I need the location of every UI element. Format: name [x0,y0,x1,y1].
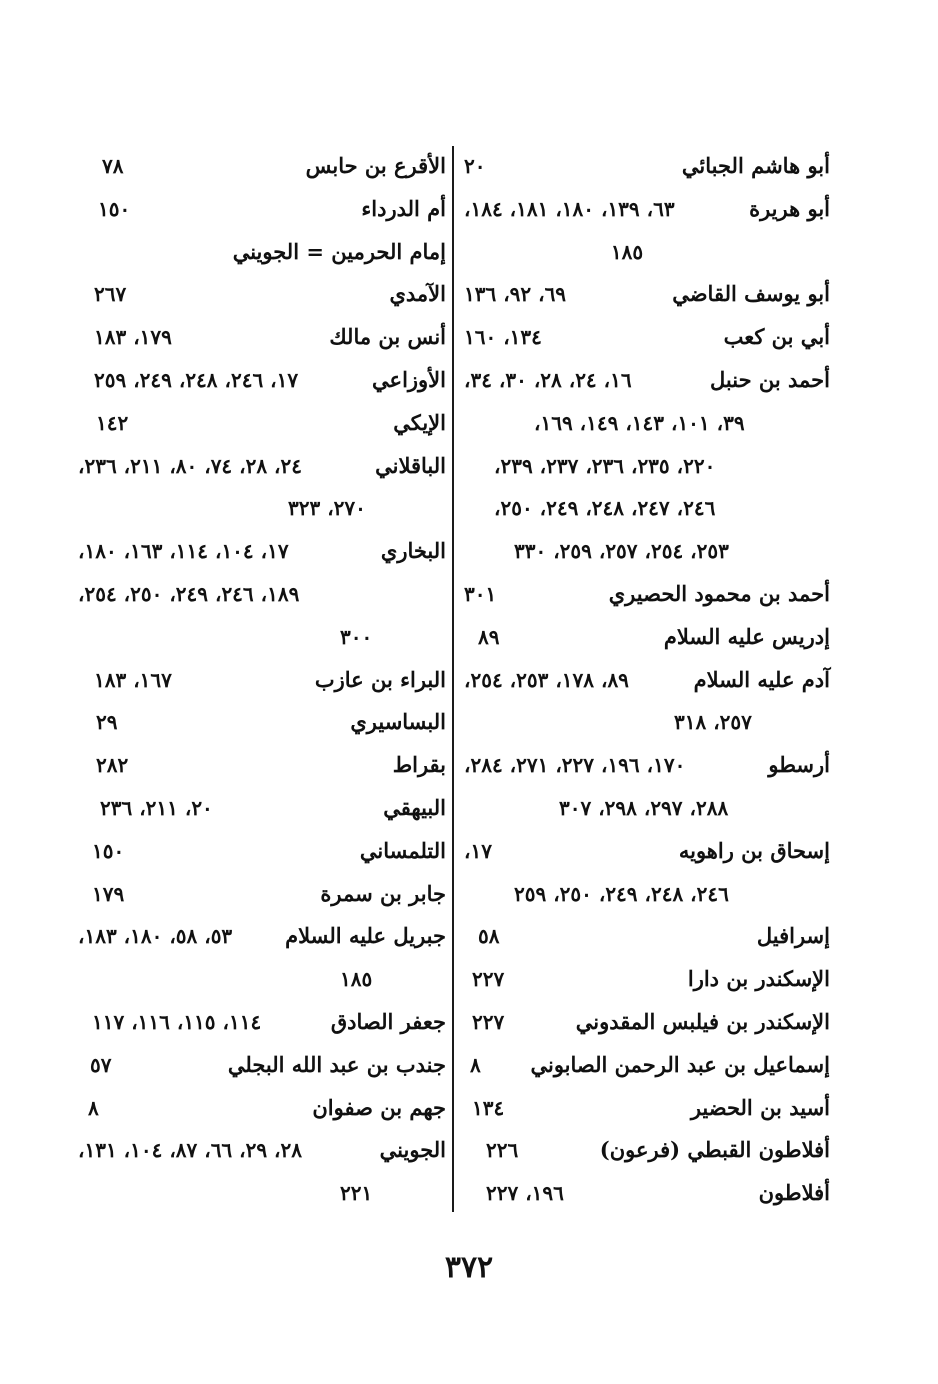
entry-pages: ٢٢٧ [472,1009,505,1034]
entry-name: البيهقي [383,794,446,820]
index-entry [464,744,830,787]
index-entry [464,1087,830,1130]
index-entry-continuation [464,787,830,830]
entry-name: جابر بن سمرة [320,880,446,906]
entry-name: إسحاق بن راهويه [678,837,830,863]
entry-pages: ٢٤، ٢٨، ٧٤، ٨٠، ٢١١، ٢٣٦، [78,453,302,478]
index-entry [78,1129,446,1172]
index-entry [464,1001,830,1044]
index-entry-continuation [78,487,446,530]
index-entry [464,915,830,958]
entry-name: الإيكي [393,409,446,435]
index-entry [78,830,446,873]
entry-name: التلمساني [359,837,446,863]
index-entry [464,958,830,1001]
entry-pages: ١٦٧، ١٨٣ [94,667,172,692]
index-entry-continuation [78,958,446,1001]
index-entry-continuation [464,701,830,744]
entry-pages: ٢٨، ٢٩، ٦٦، ٨٧، ١٠٤، ١٣١، [78,1138,302,1163]
index-entry [78,701,446,744]
entry-name: أنس بن مالك [329,324,446,350]
entry-pages: ١٥٠ [98,196,131,221]
entry-pages: ٨٩ [478,624,500,649]
entry-pages: ١٨٥ [610,239,644,264]
index-entry-continuation [464,530,830,573]
entry-pages: ٢٠، ٢١١، ٢٣٦ [100,795,213,820]
entry-pages: ٣٩، ١٠١، ١٤٣، ١٤٩، ١٦٩، [534,410,745,435]
entry-name: البخاري [380,538,446,564]
index-entry-continuation [464,445,830,488]
entry-pages: ٢٥٧، ٣١٨ [674,710,752,735]
index-entry [464,359,830,402]
entry-pages: ٢٨٢ [96,753,129,778]
entry-pages: ٥٧ [90,1052,112,1077]
index-entry-continuation [78,616,446,659]
entry-name: البراء بن عازب [314,666,446,692]
entry-pages: ٣٠٠ [340,624,373,649]
entry-name: جبريل عليه السلام [285,923,446,949]
index-entry [78,659,446,702]
index-entry [464,830,830,873]
entry-name: البساسيري [350,709,446,735]
entry-name: أم الدرداء [361,195,446,221]
index-entry [78,787,446,830]
entry-name: أرسطو [768,752,830,778]
index-entry [464,188,830,231]
index-entry [78,231,446,274]
entry-pages: ١٤٢ [96,410,129,435]
entry-name: أفلاطون القبطي (فرعون) [599,1137,830,1163]
index-entry [78,744,446,787]
entry-pages: ٢٢٦ [486,1138,519,1163]
index-entry [464,1172,830,1215]
index-entry [464,573,830,616]
entry-pages: ١٦، ٢٤، ٢٨، ٣٠، ٣٤، [464,367,632,392]
entry-name: أسيد بن الحضير [690,1094,830,1120]
entry-pages: ١٨٩، ٢٤٦، ٢٤٩، ٢٥٠، ٢٥٤، [78,581,300,606]
entry-name: أبو هريرة [749,195,830,221]
entry-pages: ١٨٥ [340,967,373,992]
entry-name: جهم بن صفوان [312,1094,446,1120]
entry-pages: ٦٩، ٩٢، ١٣٦ [464,282,567,307]
index-column-right [464,145,830,1215]
entry-name: أبي بن كعب [723,324,830,350]
entry-pages: ١٧٠، ١٩٦، ٢٢٧، ٢٧١، ٢٨٤، [464,753,686,778]
entry-name: أحمد بن محمود الحصيري [608,580,830,606]
index-entry [78,145,446,188]
index-entry-continuation [464,402,830,445]
entry-pages: ٢٤٦، ٢٤٧، ٢٤٨، ٢٤٩، ٢٥٠، [494,496,716,521]
index-entry [464,616,830,659]
entry-pages: ٢٢١ [340,1181,373,1206]
entry-name: الأوزاعي [372,366,446,392]
index-entry [78,188,446,231]
index-entry [78,273,446,316]
index-entry [464,1129,830,1172]
entry-name: أبو يوسف القاضي [672,281,830,307]
index-entry [464,145,830,188]
index-entry [78,359,446,402]
index-entry-continuation [464,231,830,274]
entry-name: الإسكندر بن فيلبس المقدوني [575,1008,830,1034]
entry-pages: ٢٩ [96,710,118,735]
entry-pages: ١٧، ٢٤٦، ٢٤٨، ٢٤٩، ٢٥٩ [94,367,299,392]
entry-pages: ٥٣، ٥٨، ١٨٠، ١٨٣، [78,924,233,949]
index-entry [464,316,830,359]
entry-name: أفلاطون [758,1180,830,1206]
entry-name: جعفر الصادق [330,1008,446,1034]
entry-pages: ٢٤٦، ٢٤٨، ٢٤٩، ٢٥٠، ٢٥٩ [514,881,729,906]
entry-name: الأقرع بن حابس [305,153,446,178]
index-entry [464,1044,830,1087]
page-number: ٣٧٢ [444,1250,494,1285]
entry-pages: ١٧٩، ١٨٣ [94,325,172,350]
entry-pages: ٢٧٠، ٣٢٣ [288,496,366,521]
entry-name: الباقلاني [375,452,446,478]
entry-pages: ٨ [470,1052,481,1077]
index-entry-continuation [464,487,830,530]
entry-name: الآمدي [389,281,446,307]
index-entry-continuation [78,573,446,616]
entry-name: آدم عليه السلام [693,666,830,692]
entry-pages: ٢٦٧ [94,282,127,307]
entry-pages: ٢٢٠، ٢٣٥، ٢٣٦، ٢٣٧، ٢٣٩، [494,453,716,478]
index-entry-continuation [78,1172,446,1215]
entry-pages: ١٧٩ [92,881,125,906]
index-entry [464,659,830,702]
index-entry-continuation [464,873,830,916]
entry-pages: ٢٨٨، ٢٩٧، ٢٩٨، ٣٠٧ [559,795,729,820]
entry-pages: ٧٨ [102,154,124,178]
entry-pages: ٣٠١ [464,581,497,606]
entry-name: إمام الحرمين = الجويني [232,238,446,264]
entry-pages: ٢٠ [464,154,486,178]
entry-name: جندب بن عبد الله البجلي [227,1051,446,1077]
entry-pages: ١٩٦، ٢٢٧ [486,1181,564,1206]
index-entry [78,402,446,445]
entry-name: إدريس عليه السلام [663,623,830,649]
entry-pages: ٨ [88,1095,99,1120]
index-entry [78,1001,446,1044]
index-entry [78,1044,446,1087]
entry-pages: ٨٩، ١٧٨، ٢٥٣، ٢٥٤، [464,667,629,692]
entry-name: أبو هاشم الجبائي [681,153,830,178]
index-entry [78,530,446,573]
entry-pages: ٢٢٧ [472,967,505,992]
entry-pages: ١٧، [464,838,492,863]
entry-pages: ١٣٤، ١٦٠ [464,325,542,350]
index-entry [78,316,446,359]
index-entry [78,1087,446,1130]
entry-name: الإسكندر بن دارا [687,966,830,992]
index-entry [78,445,446,488]
entry-pages: ٥٨ [478,924,500,949]
column-divider [452,146,454,1212]
entry-name: إسماعيل بن عبد الرحمن الصابوني [530,1051,830,1077]
entry-name: أحمد بن حنبل [710,366,830,392]
entry-pages: ٦٣، ١٣٩، ١٨٠، ١٨١، ١٨٤، [464,196,675,221]
entry-pages: ١١٤، ١١٥، ١١٦، ١١٧ [92,1009,262,1034]
index-entry [464,273,830,316]
entry-pages: ١٧، ١٠٤، ١١٤، ١٦٣، ١٨٠، [78,539,289,564]
entry-name: إسرافيل [756,923,830,949]
entry-pages: ١٣٤ [472,1095,505,1120]
entry-pages: ٢٥٣، ٢٥٤، ٢٥٧، ٢٥٩، ٣٣٠ [514,539,729,564]
index-column-left [78,145,446,1215]
index-entry [78,915,446,958]
index-entry [78,873,446,916]
entry-name: بقراط [392,752,446,778]
entry-name: الجويني [379,1137,446,1163]
entry-pages: ١٥٠ [92,838,125,863]
